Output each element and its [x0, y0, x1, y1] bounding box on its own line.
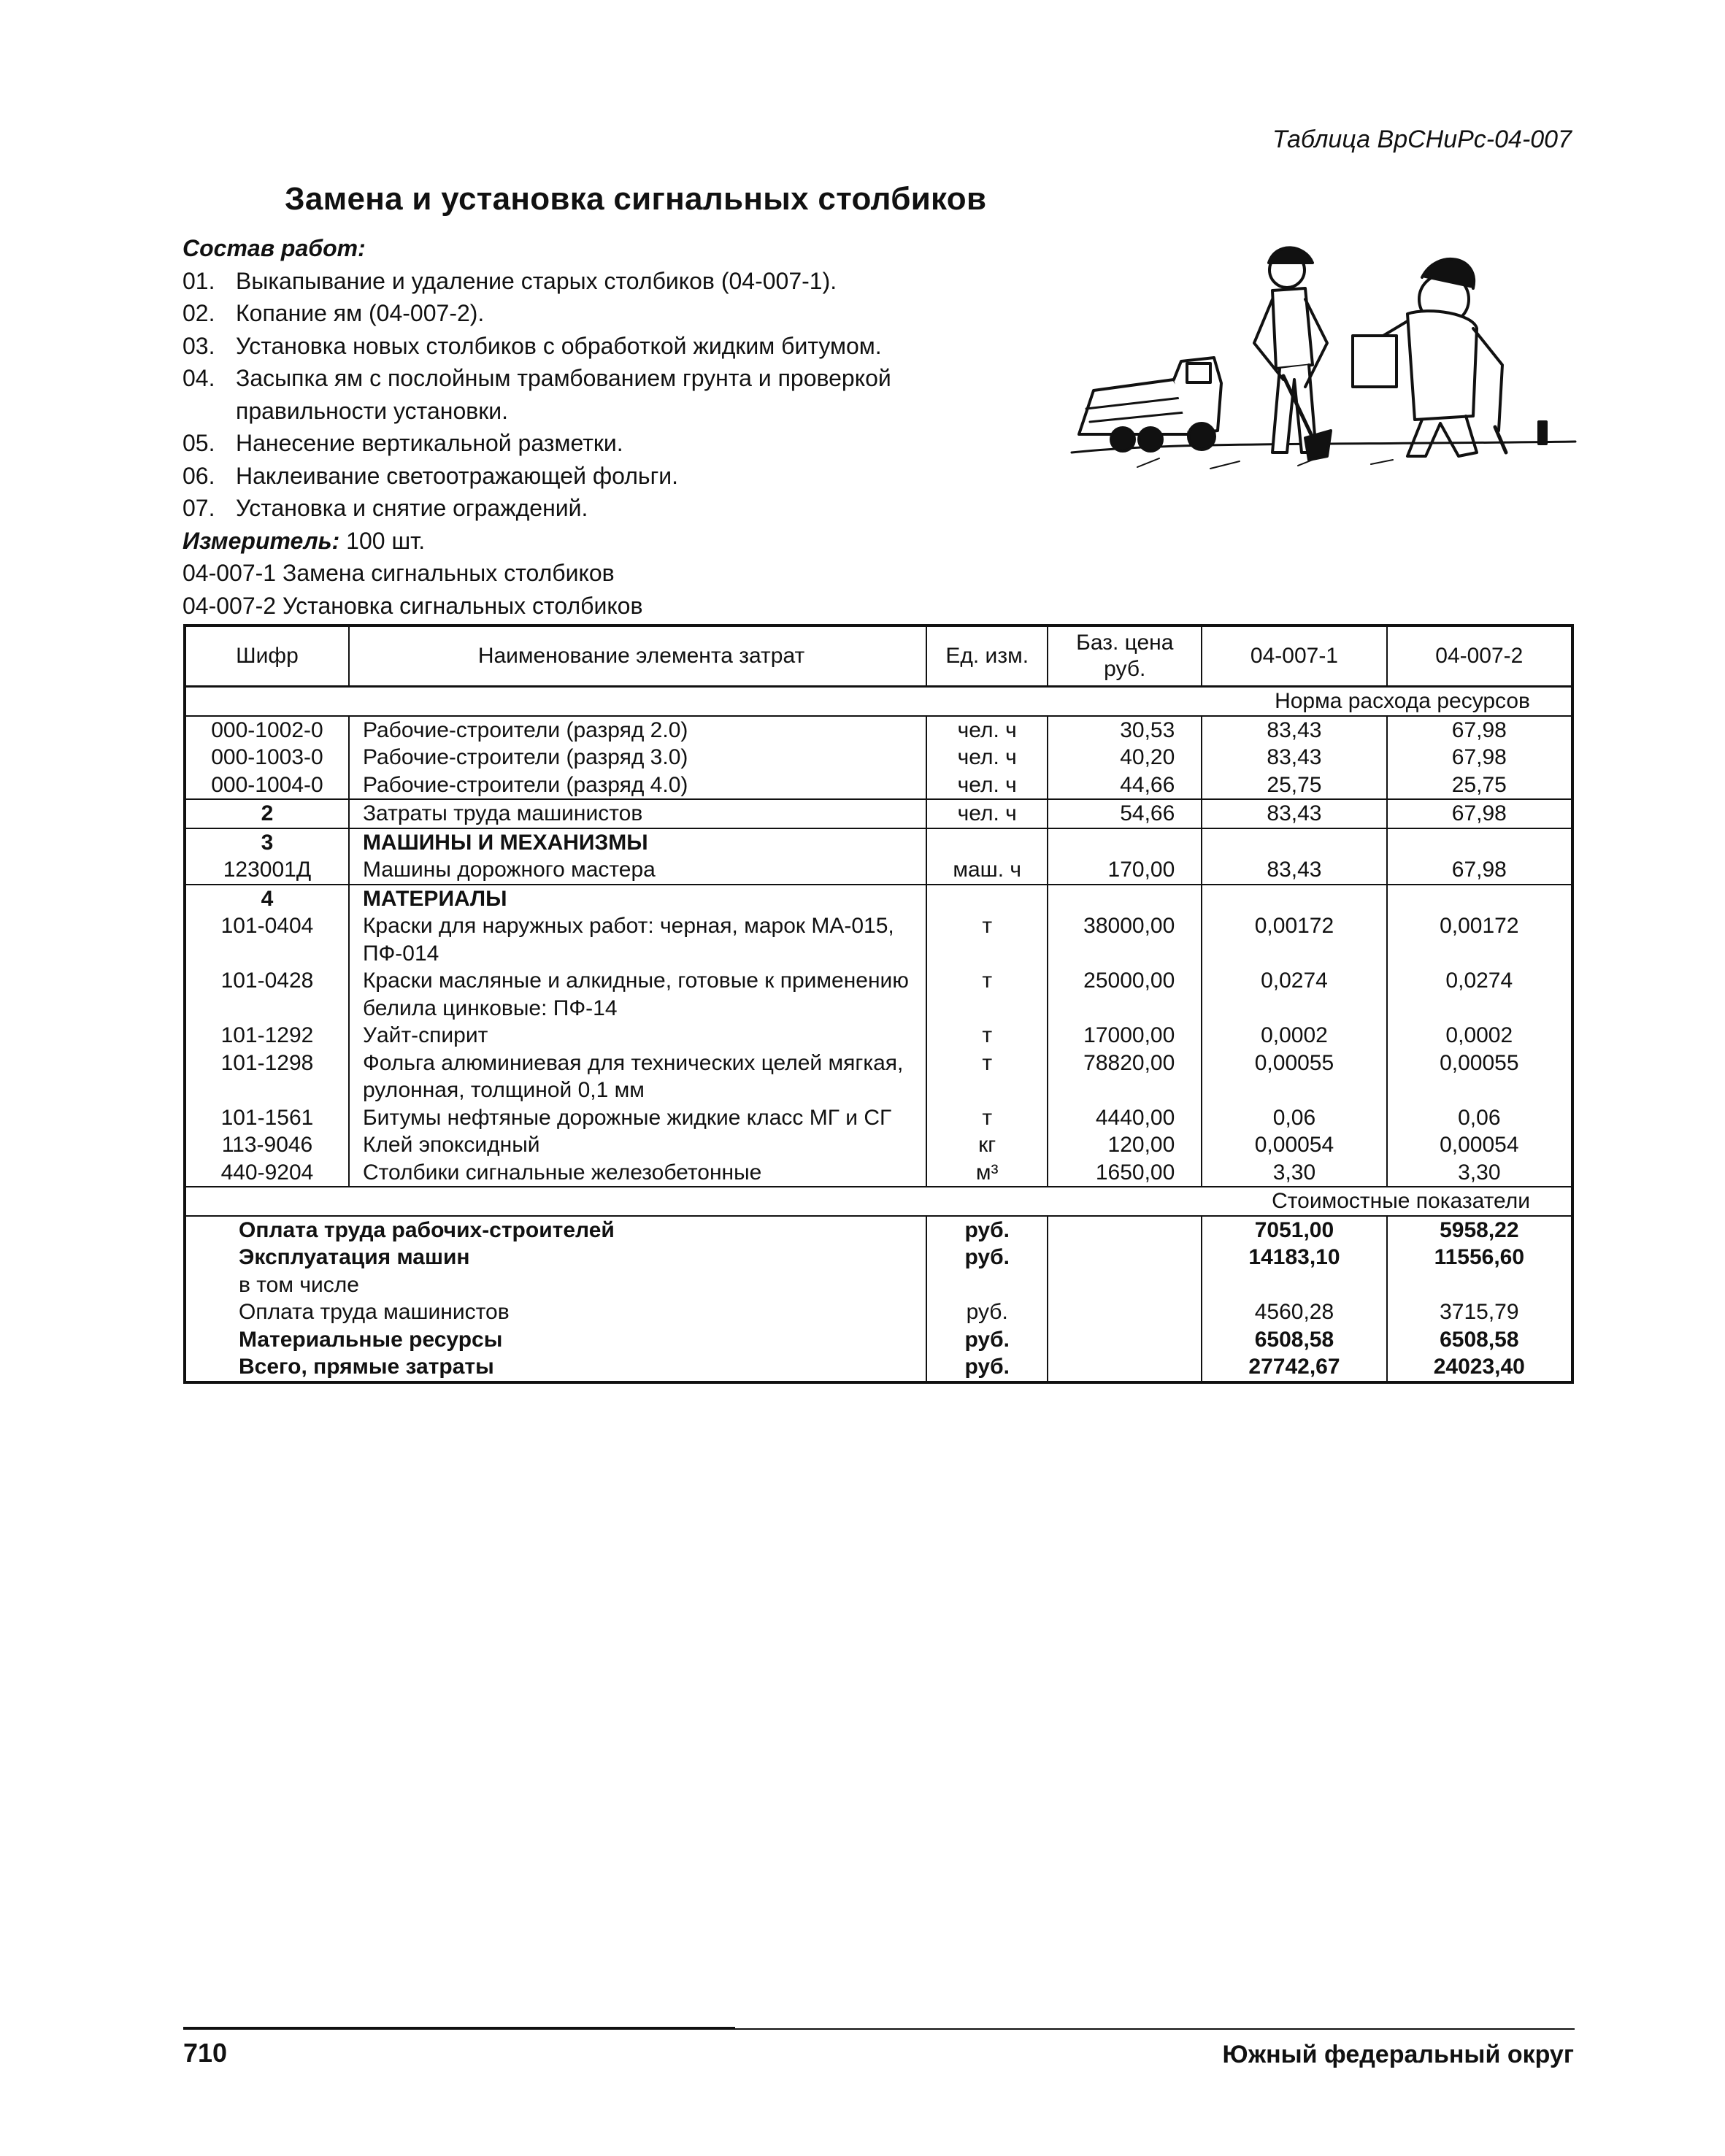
cost-price: [1048, 1216, 1202, 1244]
cell-code: 101-1561: [220, 1105, 314, 1130]
cell-name: Уайт-спирит: [349, 1022, 926, 1050]
cell-name: Краски масляные и алкидные, готовые к применению белила цинковые: ПФ-14: [349, 967, 926, 1022]
col-header-v1: 04-007-1: [1202, 625, 1386, 687]
cost-price: [1048, 1353, 1202, 1382]
work-item: [183, 330, 1015, 363]
cost-unit: руб.: [926, 1298, 1048, 1326]
cell-name: Рабочие-строители (разряд 3.0): [349, 744, 926, 771]
cell-code: 101-0404: [220, 914, 314, 938]
table-reference: Таблица ВрСНиРс-04-007: [1272, 126, 1572, 153]
works-list: [183, 265, 1015, 525]
cell-v2: 0,00054: [1387, 1131, 1572, 1159]
col-header-v2: 04-007-2: [1387, 625, 1572, 687]
cost-price: [1048, 1244, 1202, 1271]
footer-rule: [735, 2028, 1575, 2030]
cost-name: в том числе: [239, 1272, 359, 1297]
cell-v2: 67,98: [1387, 716, 1572, 744]
cost-unit: руб.: [926, 1353, 1048, 1382]
cell-price: 40,20: [1048, 744, 1202, 771]
cost-v2: [1387, 1271, 1572, 1299]
cell-code: 101-1292: [220, 1023, 314, 1047]
page-number: 710: [183, 2038, 228, 2068]
footer-district: Южный федеральный округ: [1222, 2041, 1574, 2068]
cell-v2: 3,30: [1387, 1159, 1572, 1187]
cell-name: Фольга алюминиевая для технических целей мягкая, рулонная, толщиной 0,1 мм: [349, 1050, 926, 1104]
cell-v1: 0,06: [1202, 1104, 1386, 1132]
work-item: [183, 492, 1015, 525]
cell-price: 25000,00: [1048, 967, 1202, 1022]
cell-name: Столбики сигнальные железобетонные: [349, 1159, 926, 1187]
work-number: 07.: [183, 495, 215, 521]
cost-row: [185, 1216, 1572, 1244]
cost-price: [1048, 1271, 1202, 1299]
cell-code: 123001Д: [185, 856, 349, 885]
resource-table: [183, 624, 1574, 1384]
workers-illustration: [1064, 234, 1590, 489]
work-number: 03.: [183, 332, 215, 359]
cell-unit: чел. ч: [926, 799, 1048, 828]
band-row: [185, 687, 1572, 716]
cost-v2: 11556,60: [1387, 1244, 1572, 1271]
cell-v1: 83,43: [1202, 856, 1386, 885]
cell-v1: [1202, 828, 1386, 857]
cell-name: Затраты труда машинистов: [349, 799, 926, 828]
cell-unit: т: [926, 1050, 1048, 1104]
cell-unit: м³: [926, 1159, 1048, 1187]
code-line: [183, 557, 1015, 590]
band-costs: Стоимостные показатели: [185, 1187, 1572, 1216]
cell-v2: [1387, 828, 1572, 857]
cell-code: 101-0428: [220, 969, 314, 993]
code-name: Установка сигнальных столбиков: [282, 592, 643, 619]
cell-v1: 83,43: [1202, 744, 1386, 771]
cost-unit: руб.: [926, 1216, 1048, 1244]
table-row: [185, 856, 1572, 885]
cost-v2: 5958,22: [1387, 1216, 1572, 1244]
code-number: 04-007-2: [183, 592, 277, 619]
cell-name: МАШИНЫ И МЕХАНИЗМЫ: [349, 828, 926, 857]
code-number: 04-007-1: [183, 560, 277, 586]
cell-v1: 0,00055: [1202, 1050, 1386, 1104]
work-item: [183, 265, 1015, 298]
code-line: [183, 590, 1015, 623]
table-row: [185, 912, 1572, 967]
table-row: [185, 1104, 1572, 1132]
cell-v1: 25,75: [1202, 771, 1386, 800]
cell-code: 000-1003-0: [211, 745, 323, 769]
work-item: [183, 460, 1015, 493]
cell-name: Рабочие-строители (разряд 2.0): [349, 716, 926, 744]
cost-price: [1048, 1298, 1202, 1326]
work-text: Выкапывание и удаление старых столбиков (04-007-1).: [236, 267, 837, 294]
cell-unit: т: [926, 1104, 1048, 1132]
worker-icon: [1353, 259, 1506, 456]
cell-code: 000-1002-0: [211, 717, 323, 742]
cost-name: Всего, прямые затраты: [239, 1355, 494, 1379]
work-item: [183, 297, 1015, 330]
cell-unit: [926, 828, 1048, 857]
cell-unit: чел. ч: [926, 771, 1048, 800]
cost-price: [1048, 1326, 1202, 1354]
cell-v1: 83,43: [1202, 716, 1386, 744]
works-label: Состав работ:: [183, 235, 366, 261]
cell-price: 1650,00: [1048, 1159, 1202, 1187]
work-item: [183, 362, 1015, 427]
cell-price: 44,66: [1048, 771, 1202, 800]
work-number: 06.: [183, 462, 215, 489]
work-text: Установка и снятие ограждений.: [236, 495, 588, 521]
table-row: [185, 771, 1572, 800]
cost-unit: [926, 1271, 1048, 1299]
work-number: 01.: [183, 267, 215, 294]
cell-v2: 67,98: [1387, 744, 1572, 771]
cost-v2: 6508,58: [1387, 1326, 1572, 1354]
cell-name: МАТЕРИАЛЫ: [349, 885, 926, 913]
work-text: Установка новых столбиков с обработкой жидким битумом.: [236, 332, 882, 359]
cell-price: 30,53: [1048, 716, 1202, 744]
cost-name: Оплата труда рабочих-строителей: [239, 1217, 615, 1242]
cell-unit: т: [926, 967, 1048, 1022]
table-row: [185, 716, 1572, 744]
cell-name: Краски для наружных работ: черная, марок МА-015, ПФ-014: [349, 912, 926, 967]
cell-name: Рабочие-строители (разряд 4.0): [349, 771, 926, 800]
cost-v1: 27742,67: [1202, 1353, 1386, 1382]
cell-code: 4: [261, 886, 274, 911]
work-text: Копание ям (04-007-2).: [236, 300, 485, 326]
cell-name: Битумы нефтяные дорожные жидкие класс МГ и СГ: [349, 1104, 926, 1132]
section-row: [185, 885, 1572, 913]
cell-v2: 0,06: [1387, 1104, 1572, 1132]
cell-name: Клей эпоксидный: [349, 1131, 926, 1159]
cell-v1: 0,00172: [1202, 912, 1386, 967]
worker-icon: [1254, 247, 1331, 460]
cost-name: Оплата труда машинистов: [239, 1300, 510, 1324]
cell-v1: 0,0002: [1202, 1022, 1386, 1050]
cost-row: [185, 1271, 1572, 1299]
table-row: [185, 1131, 1572, 1159]
code-name: Замена сигнальных столбиков: [282, 560, 615, 586]
cell-code: 3: [261, 830, 274, 855]
work-number: 02.: [183, 300, 215, 326]
cell-v1: 3,30: [1202, 1159, 1386, 1187]
cell-code: 101-1298: [220, 1050, 314, 1075]
table-header-row: [185, 625, 1572, 687]
table-row: [185, 1159, 1572, 1187]
cost-row: [185, 1326, 1572, 1354]
cell-code: 440-9204: [220, 1160, 314, 1185]
work-number: 04.: [183, 365, 215, 391]
cell-code: 000-1004-0: [185, 771, 349, 800]
cell-price: 17000,00: [1048, 1022, 1202, 1050]
work-text: Нанесение вертикальной разметки.: [236, 430, 623, 456]
band-norms: Норма расхода ресурсов: [185, 687, 1572, 716]
work-text: Засыпка ям с послойным трамбованием грунта и проверкой правильности установки.: [236, 365, 891, 424]
measure-line: [183, 525, 1015, 558]
cell-unit: чел. ч: [926, 744, 1048, 771]
band-row: [185, 1187, 1572, 1216]
cost-name: Эксплуатация машин: [239, 1245, 470, 1269]
col-header-code: Шифр: [185, 625, 349, 687]
cell-v1: 0,00054: [1202, 1131, 1386, 1159]
cost-unit: руб.: [926, 1326, 1048, 1354]
cell-price: [1048, 885, 1202, 913]
cell-unit: т: [926, 912, 1048, 967]
section-row: [185, 828, 1572, 857]
cell-price: 4440,00: [1048, 1104, 1202, 1132]
table-row: [185, 799, 1572, 828]
table-row: [185, 967, 1572, 1022]
cost-v1: 7051,00: [1202, 1216, 1386, 1244]
cell-price: 170,00: [1048, 856, 1202, 885]
footer-rule: [183, 2027, 735, 2030]
cell-unit: чел. ч: [926, 716, 1048, 744]
cell-v2: 67,98: [1387, 799, 1572, 828]
cell-code: 113-9046: [221, 1133, 313, 1157]
col-header-name: Наименование элемента затрат: [349, 625, 926, 687]
cell-v2: 0,00172: [1387, 912, 1572, 967]
cell-unit: маш. ч: [926, 856, 1048, 885]
cost-v2: 3715,79: [1387, 1298, 1572, 1326]
cell-unit: т: [926, 1022, 1048, 1050]
cell-v2: [1387, 885, 1572, 913]
cell-price: 38000,00: [1048, 912, 1202, 967]
cell-v2: 67,98: [1387, 856, 1572, 885]
cost-name: Материальные ресурсы: [239, 1327, 503, 1352]
cell-v2: 0,0274: [1387, 967, 1572, 1022]
cell-v1: [1202, 885, 1386, 913]
table-row: [185, 1022, 1572, 1050]
cell-name: Машины дорожного мастера: [349, 856, 926, 885]
cell-v2: 0,0002: [1387, 1022, 1572, 1050]
cell-price: 54,66: [1048, 799, 1202, 828]
table-row: [185, 1050, 1572, 1104]
cell-unit: [926, 885, 1048, 913]
page-title: Замена и установка сигнальных столбиков: [285, 181, 987, 217]
cell-v1: 0,0274: [1202, 967, 1386, 1022]
measure-label: Измеритель:: [183, 527, 340, 554]
col-header-price: Баз. цена руб.: [1048, 625, 1202, 687]
cell-code: 2: [185, 799, 349, 828]
cell-price: 120,00: [1048, 1131, 1202, 1159]
cell-unit: кг: [926, 1131, 1048, 1159]
cost-row: [185, 1244, 1572, 1271]
post-icon: [1539, 422, 1546, 444]
truck-icon: [1079, 358, 1221, 451]
work-text: Наклеивание светоотражающей фольги.: [236, 462, 679, 489]
cost-row: [185, 1353, 1572, 1382]
measure-value: 100 шт.: [346, 527, 426, 554]
cost-unit: руб.: [926, 1244, 1048, 1271]
cell-v1: 83,43: [1202, 799, 1386, 828]
cost-v2: 24023,40: [1387, 1353, 1572, 1382]
table-row: [185, 744, 1572, 771]
cost-v1: 4560,28: [1202, 1298, 1386, 1326]
cost-v1: 6508,58: [1202, 1326, 1386, 1354]
cost-row: [185, 1298, 1572, 1326]
intro-block: [183, 232, 1015, 622]
cell-v2: 0,00055: [1387, 1050, 1572, 1104]
cost-v1: [1202, 1271, 1386, 1299]
cost-v1: 14183,10: [1202, 1244, 1386, 1271]
work-item: [183, 427, 1015, 460]
col-header-unit: Ед. изм.: [926, 625, 1048, 687]
cell-price: 78820,00: [1048, 1050, 1202, 1104]
work-number: 05.: [183, 430, 215, 456]
cell-price: [1048, 828, 1202, 857]
cell-v2: 25,75: [1387, 771, 1572, 800]
